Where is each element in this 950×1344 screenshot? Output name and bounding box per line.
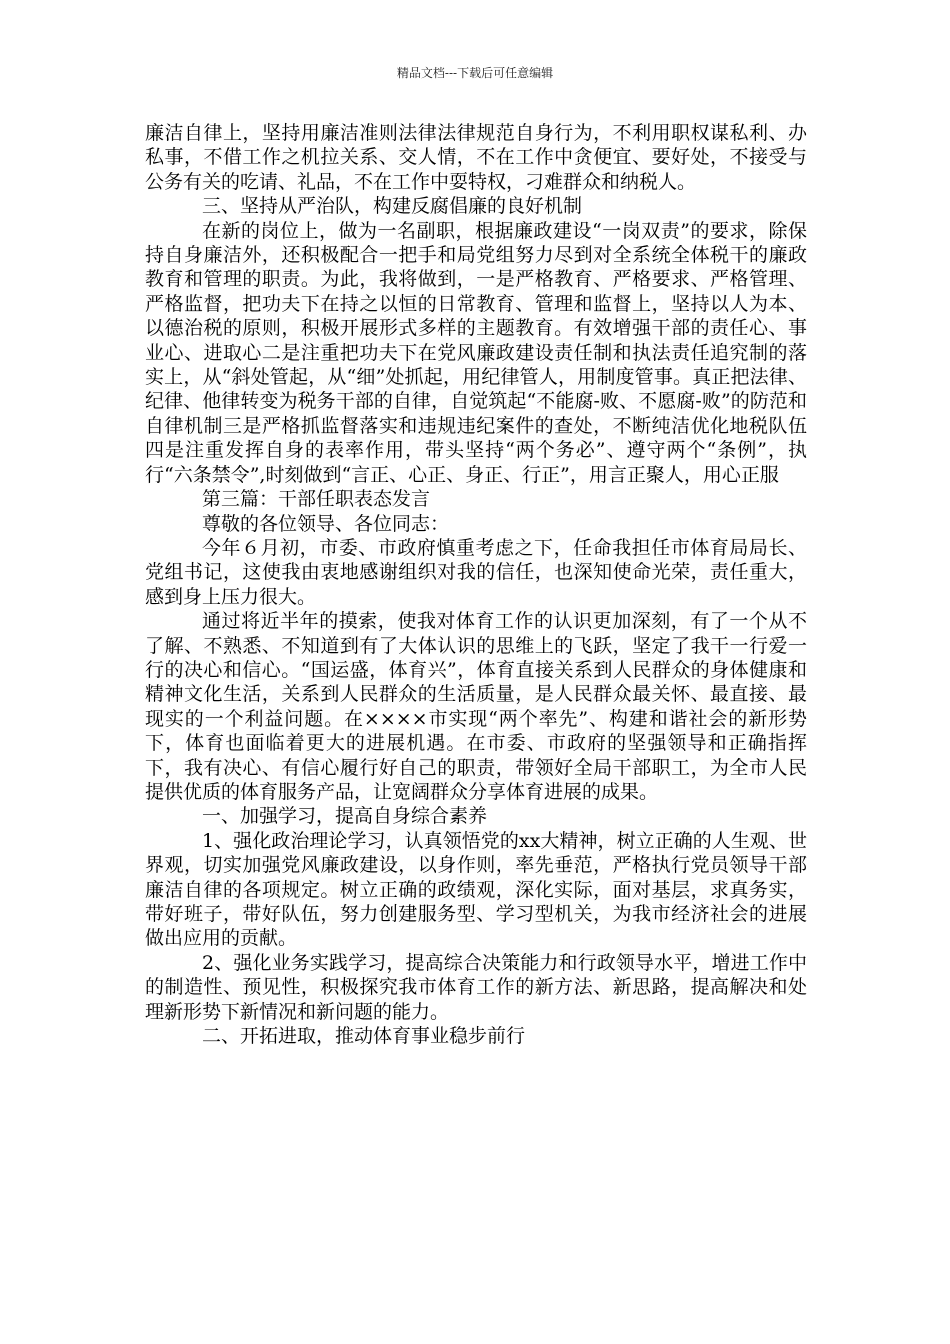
article-title: 第三篇：干部任职表态发言 [202,488,431,511]
paragraph: 通过将近半年的摸索，使我对体育工作的认识更加深刻，有了一个从不了解、不熟悉、不知道到有了大体认识的思维上的飞跃，坚定了我干一行爱一行的决心和信心。“国运盛，体育兴”，体育直接关系到人民群众的身体健康和精神文化生活，关系到人民群众的生活质量，是人民群众最关怀、最直接、最现实的一个利益问题。在××××市实现“两个率先”、构建和谐社会的新形势下，体育也面临着更大的进展机遇。在市委、市政府的坚强领导和正确指挥下，我有决心、有信心履行好自己的职责，带领好全局干部职工，为全市人民提供优质的体育服务产品，让宽阔群众分享体育进展的成果。 [145,610,807,803]
document-body [145,121,807,1048]
paragraph: 1、强化政治理论学习，认真领悟党的xx大精神，树立正确的人生观、世界观，切实加强党风廉政建设，以身作则，率先垂范，严格执行党员领导干部廉洁自律的各项规定。树立正确的政绩观，深化实际，面对基层，求真务实，带好班子，带好队伍，努力创建服务型、学习型机关，为我市经济社会的进展做出应用的贡献。 [145,829,807,950]
section-heading: 三、坚持从严治队，构建反腐倡廉的良好机制 [202,195,583,218]
page-header: 精品文档---下载后可任意编辑 [396,66,554,80]
paragraph: 廉洁自律上，坚持用廉洁准则法律法律规范自身行为，不利用职权谋私利、办私事，不借工作之机拉关系、交人情，不在工作中贪便宜、要好处，不接受与公务有关的吃请、礼品，不在工作中耍特权，刁难群众和纳税人。 [145,122,807,193]
paragraph: 今年６月初，市委、市政府慎重考虑之下，任命我担任市体育局局长、党组书记，这使我由衷地感谢组织对我的信任，也深知使命光荣，责任重大，感到身上压力很大。 [145,536,807,608]
salutation: 尊敬的各位领导、各位同志： [202,512,450,535]
paragraph: 在新的岗位上，做为一名副职，根据廉政建设“一岗双责”的要求，除保持自身廉洁外，还积极配合一把手和局党组努力尽到对全系统全体税干的廉政教育和管理的职责。为此，我将做到，一是严格教育、严格要求、严格管理、严格监督，把功夫下在持之以恒的日常教育、管理和监督上，坚持以人为本、以德治税的原则，积极开展形式多样的主题教育。有效增强干部的责任心、事业心、进取心二是注重把功夫下在党风廉政建设责任制和执法责任追究制的落实上，从“斜处管起，从“细”处抓起，用纪律管人，用制度管事。真正把法律、纪律、他律转变为税务干部的自律，自觉筑起“不能腐-败、不愿腐-败”的防范和自律机制三是严格抓监督落实和违规违纪案件的查处，不断纯洁优化地税队伍四是注重发挥自身的表率作用，带头坚持“两个务必”、遵守两个“条例”，执行“六条禁令”,时刻做到“言正、心正、身正、行正”，用言正聚人，用心正服 [145,219,807,486]
paragraph: 2、强化业务实践学习，提高综合决策能力和行政领导水平，增进工作中的制造性、预见性，积极探究我市体育工作的新方法、新思路，提高解决和处理新形势下新情况和新问题的能力。 [145,951,807,1023]
section-heading: 二、开拓进取，推动体育事业稳步前行 [202,1025,526,1048]
section-heading: 一、加强学习，提高自身综合素养 [202,805,488,828]
